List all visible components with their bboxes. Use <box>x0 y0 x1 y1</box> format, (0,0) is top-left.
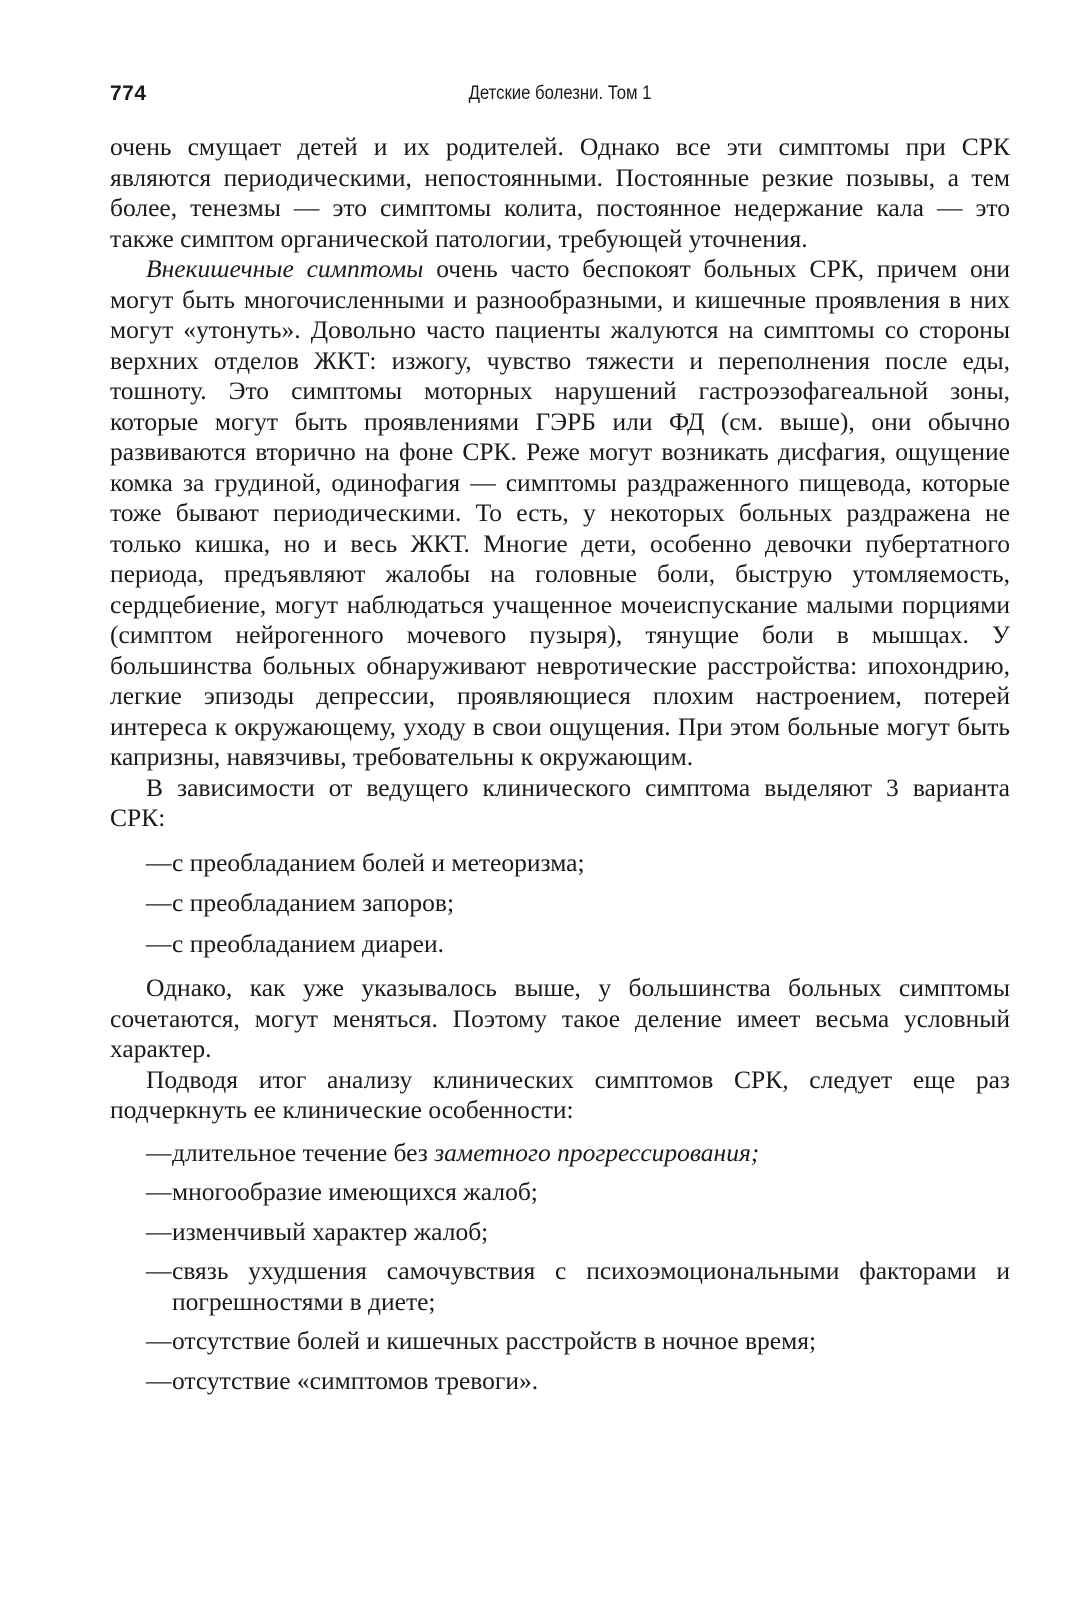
page-number: 774 <box>110 82 147 105</box>
book-title: Детские болезни. Том 1 <box>468 83 652 104</box>
page-body <box>110 132 1010 1396</box>
emphasis-term: Внекишечные симптомы <box>146 254 424 283</box>
list-dash: — <box>146 1177 172 1206</box>
list-item <box>110 888 1010 919</box>
list-dash: — <box>146 847 172 877</box>
list-item-text: с преобладанием запоров; <box>172 888 455 917</box>
list-dash: — <box>146 888 172 917</box>
list-dash: — <box>146 1256 172 1285</box>
running-header <box>110 74 1010 108</box>
list-item <box>110 1138 1010 1169</box>
paragraph-text: очень часто беспокоят больных СРК, причем они могут быть многочисленными и разнообразными, и кишечные проявления в них могут «утонуть». Довольно часто пациенты жалуются на симптомы со стороны верхних отделов ЖКТ: изжогу, чувство тяжести и переполнения после еды, тошноту. Это симптомы моторных нарушений гастроэзофагеальной зоны, которые могут быть проявлениями ГЭРБ или ФД (см. выше), они обычно развиваются вторично на фоне СРК. Реже могут возникать дисфагия, ощущение комка за грудиной, одинофагия — симптомы раздраженного пищевода, которые тоже бывают периодическими. То есть, у некоторых больных раздражена не только кишка, но и весь ЖКТ. Многие дети, особенно девочки пубертатного периода, предъявляют жалобы на головные боли, быструю утомляемость, сердцебиение, могут наблюдаться учащенное мочеиспускание малыми порциями (симптом нейрогенного мочевого пузыря), тянущие боли в мышцах. У большинства больных обнаруживают невротические расстройства: ипохондрию, легкие эпизоды депрессии, проявляющиеся плохим настроением, потерей интереса к окружающему, уходу в свои ощущения. При этом больные могут быть капризны, навязчивы, требовательны к окружающим. <box>110 254 1011 771</box>
list-item-emphasis: заметного прогрессирования; <box>434 1137 760 1167</box>
list-item-text: отсутствие болей и кишечных расстройств в ночное время; <box>172 1326 817 1355</box>
book-page <box>110 74 1010 1405</box>
list-item-text: с преобладанием диареи. <box>172 928 444 958</box>
paragraph-variants-intro: В зависимости от ведущего клинического симптома выделяют 3 варианта СРК: <box>110 772 1010 832</box>
paragraph-combination-note: Однако, как уже указывалось выше, у большинства больных симптомы сочетаются, могут меняться. Поэтому такое деление имеет весьма условный характер. <box>110 973 1010 1063</box>
paragraph-continued: очень смущает детей и их родителей. Однако все эти симптомы при СРК являются периодическими, непостоянными. Постоянные резкие позывы, а тем более, тенезмы — это симптомы колита, постоянное недержание кала — это также симптом органической патологии, требующей уточнения. <box>110 132 1010 253</box>
list-item-text: многообразие имеющихся жалоб; <box>172 1177 538 1206</box>
list-item-text: отсутствие «симптомов тревоги». <box>172 1365 539 1395</box>
list-item-text: длительное течение без <box>172 1137 435 1167</box>
features-list <box>110 1138 1010 1397</box>
list-dash: — <box>146 1365 172 1395</box>
paragraph-summary-intro: Подводя итог анализу клинических симптомов СРК, следует еще раз подчеркнуть ее клинические особенности: <box>110 1064 1010 1124</box>
list-dash: — <box>146 928 172 958</box>
list-item <box>110 1256 1010 1317</box>
list-item-text: изменчивый характер жалоб; <box>172 1216 489 1246</box>
list-item-text: связь ухудшения самочувствия с психоэмоциональными факторами и погрешностями в диете; <box>172 1256 1010 1316</box>
list-item <box>110 1326 1010 1357</box>
list-dash: — <box>146 1216 172 1246</box>
list-item <box>110 1366 1010 1397</box>
list-dash: — <box>146 1137 172 1167</box>
list-item-text: с преобладанием болей и метеоризма; <box>172 847 585 877</box>
list-item <box>110 848 1010 879</box>
list-item <box>110 1177 1010 1208</box>
paragraph-extraintestinal-symptoms <box>110 254 1010 773</box>
list-item <box>110 929 1010 960</box>
list-dash: — <box>146 1326 172 1355</box>
variants-list <box>110 848 1010 960</box>
list-item <box>110 1217 1010 1248</box>
